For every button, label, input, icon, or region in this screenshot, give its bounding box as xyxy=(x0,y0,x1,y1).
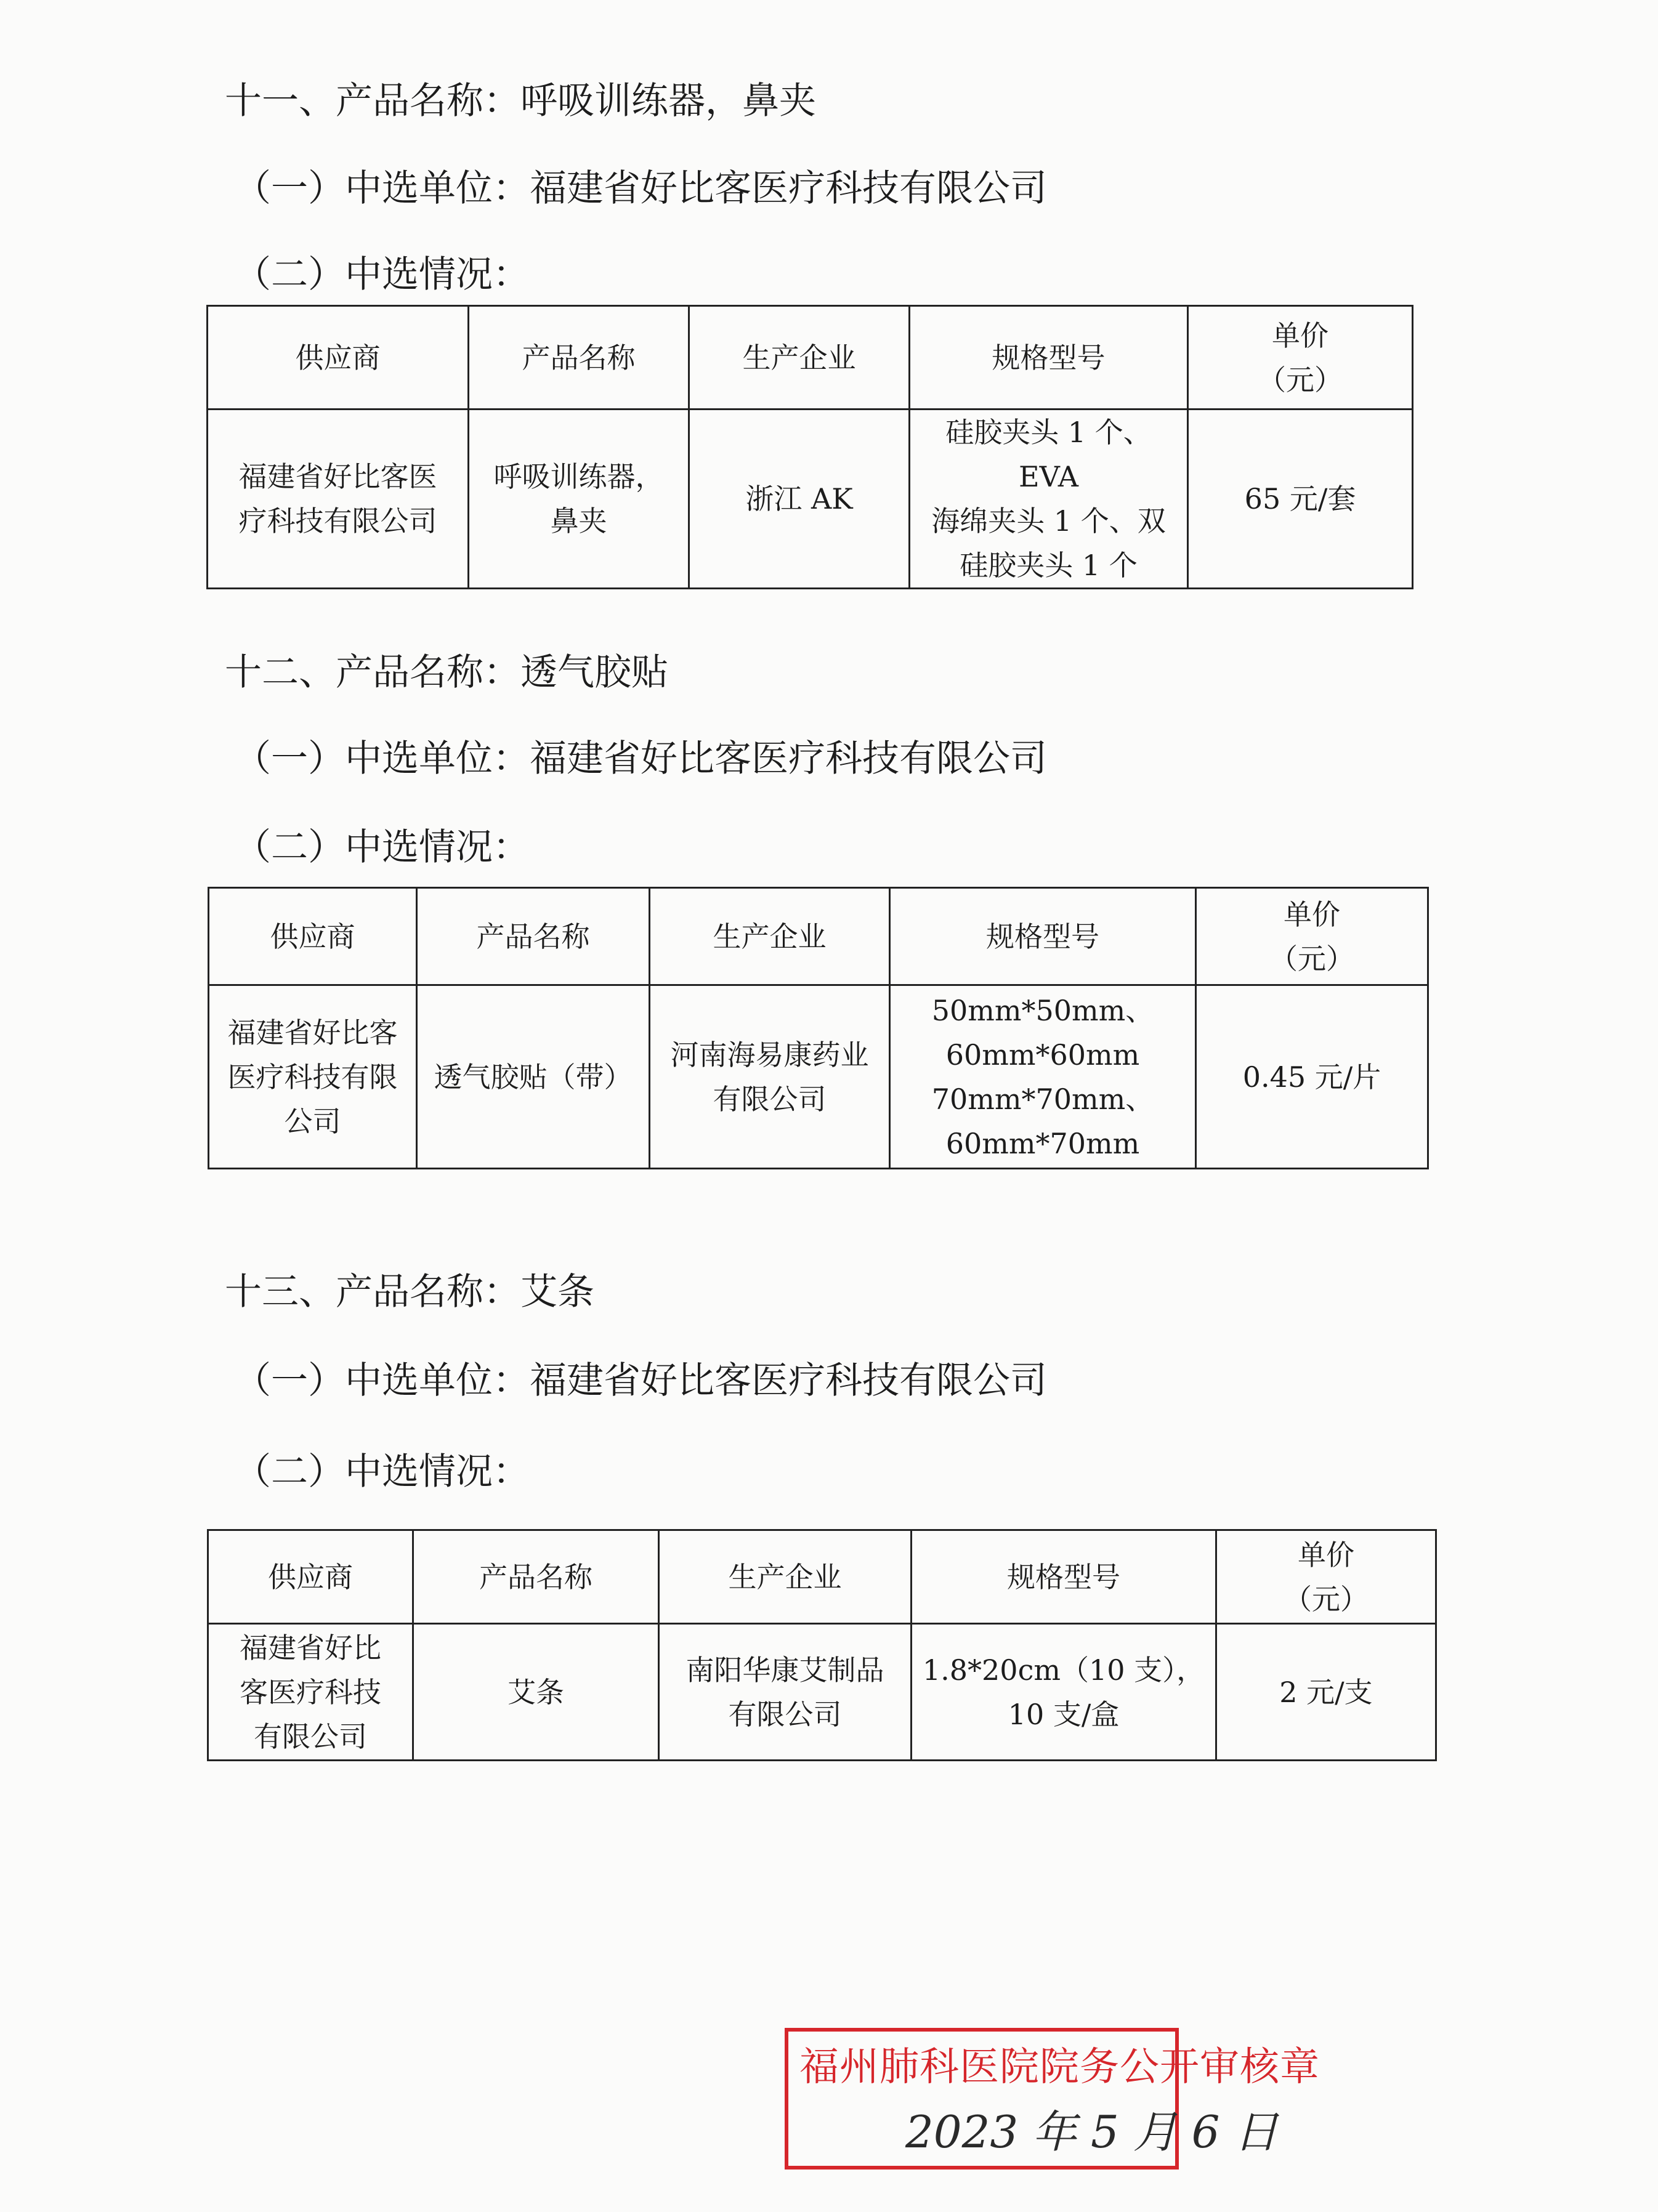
table-row xyxy=(208,410,1413,589)
header-cell: 供应商 xyxy=(209,888,417,985)
section-1-heading: 十一、产品名称：呼吸训练器，鼻夹 xyxy=(225,79,816,123)
header-cell: 单价 （元） xyxy=(1216,1530,1436,1624)
header-cell: 生产企业 xyxy=(689,306,910,410)
header-cell: 产品名称 xyxy=(413,1530,659,1624)
table-cell: 硅胶夹头 1 个、EVA 海绵夹头 1 个、双 硅胶夹头 1 个 xyxy=(910,410,1188,589)
table-cell: 65 元/套 xyxy=(1188,410,1413,589)
table-cell: 透气胶贴（带） xyxy=(417,985,650,1169)
section-1-status: （二）中选情况： xyxy=(234,253,530,296)
table-cell: 呼吸训练器， 鼻夹 xyxy=(469,410,689,589)
header-cell: 规格型号 xyxy=(890,888,1196,985)
header-cell: 产品名称 xyxy=(417,888,650,985)
table-cell: 50mm*50mm、 60mm*60mm 70mm*70mm、 60mm*70mm xyxy=(890,985,1196,1169)
table-cell: 福建省好比客医 疗科技有限公司 xyxy=(208,410,469,589)
header-cell: 单价 （元） xyxy=(1188,306,1413,410)
header-cell: 供应商 xyxy=(208,1530,413,1624)
header-cell: 规格型号 xyxy=(910,306,1188,410)
table-row xyxy=(208,1624,1436,1761)
table-row xyxy=(209,985,1428,1169)
header-cell: 单价 （元） xyxy=(1196,888,1428,985)
header-cell: 产品名称 xyxy=(469,306,689,410)
table-cell: 2 元/支 xyxy=(1216,1624,1436,1761)
table-cell: 河南海易康药业 有限公司 xyxy=(650,985,890,1169)
table-header-row xyxy=(208,306,1413,410)
section-2-unit: （一）中选单位：福建省好比客医疗科技有限公司 xyxy=(234,737,1047,780)
section-3-unit: （一）中选单位：福建省好比客医疗科技有限公司 xyxy=(234,1359,1047,1402)
table-cell: 福建省好比 客医疗科技 有限公司 xyxy=(208,1624,413,1761)
section-2-status: （二）中选情况： xyxy=(234,826,530,869)
table-cell: 0.45 元/片 xyxy=(1196,985,1428,1169)
header-cell: 供应商 xyxy=(208,306,469,410)
section-3-heading: 十三、产品名称：艾条 xyxy=(225,1270,594,1314)
table-cell: 1.8*20cm（10 支）， 10 支/盒 xyxy=(912,1624,1216,1761)
section-1-unit: （一）中选单位：福建省好比客医疗科技有限公司 xyxy=(234,167,1047,210)
section-2-heading: 十二、产品名称：透气胶贴 xyxy=(225,651,668,694)
section-3-table xyxy=(207,1529,1437,1761)
header-cell: 规格型号 xyxy=(912,1530,1216,1624)
table-cell: 艾条 xyxy=(413,1624,659,1761)
header-cell: 生产企业 xyxy=(650,888,890,985)
table-header-row xyxy=(208,1530,1436,1624)
approval-stamp xyxy=(785,2028,1320,2170)
table-header-row xyxy=(209,888,1428,985)
stamp-date: 2023 年 5 月 6 日 xyxy=(905,2106,1279,2158)
table-cell: 南阳华康艾制品 有限公司 xyxy=(659,1624,912,1761)
table-cell: 浙江 AK xyxy=(689,410,910,589)
section-3-status: （二）中选情况： xyxy=(234,1450,530,1493)
table-cell: 福建省好比客 医疗科技有限 公司 xyxy=(209,985,417,1169)
section-1-table xyxy=(206,305,1413,589)
section-2-table xyxy=(208,887,1429,1169)
stamp-title: 福州肺科医院院务公开审核章 xyxy=(799,2044,1320,2090)
header-cell: 生产企业 xyxy=(659,1530,912,1624)
